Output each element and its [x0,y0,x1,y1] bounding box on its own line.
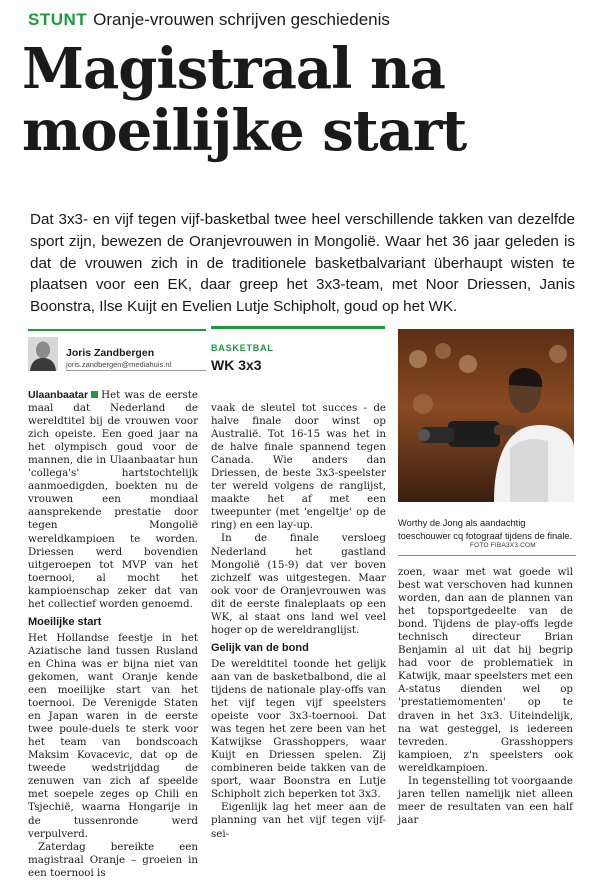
bullet-square-icon [91,391,98,398]
lede-paragraph: Dat 3x3- en vijf tegen vijf-basketbal twee heel verschillende takken van dezelfde sport zijn, bewezen de Oranjevrouwen in Mongolië. Waar het 36 jaar geleden is dat de vrouwen zich in de traditionele basketbalvariant überhaupt wisten te plaatsen voor een EK, daar greep het 3x3-team, met Noor Driessen, Janis Boonstra, Ilse Kuijt en Evelien Lutje Schipholt, goud op het WK. [30,211,575,316]
column-1-paragraph-2: Het Hollandse feestje in het Aziatische land tussen Rusland en China was er bijna niet van gekomen, want Oranje kende een moeilijke start van het toernooi. De Verenigde Staten en Japan waren in de eerste twee poule-duels te sterk voor het team van bondscoach Maksim Kovacevic, dat op de tweede wedstrijddag de zenuwen van zich af speelde met soepele zeges op Chili en Tsjechië, waarna Hongarije in de tussenronde werd verpulverd. [28,631,198,840]
dateline: Ulaanbaatar [28,389,89,401]
column-2-paragraph-2: In de finale versloeg Nederland het gastland Mongolië (15-9) dat ver boven zichzelf was uitgestegen. Maar ook voor de Oranjevrouwen was dit de eerste finaleplaats op een WK, al staat ons land wel veel hoger op de wereldranglijst. [211,532,386,636]
article-column-1 [28,389,198,880]
column-3-paragraph-1: zoen, waar met wat goede wil best wat verschoven had kunnen worden, dan aan de plannen van het topsportgedeelte van de bond. Tijdens de play-offs legde technisch directeur Brian Benjamin al uit dat hij begrip had voor de problematiek in Katwijk, maar speelsters met een A-status dienden wel op 'prestatiemomenten' op te draven in het 3x3. Uiteindelijk, na wat gesteggel, is iedereen tevreden. Grasshoppers kampioen, z'n speelsters ook wereldkampioen. [398,566,573,774]
subheading-moeilijke-start: Moeilijke start [28,615,102,628]
byline-rule [28,329,206,331]
headline-line-2: moeilijke start [22,98,467,164]
subheading-gelijk-van-de-bond: Gelijk van de bond [211,641,309,654]
author-avatar [28,337,58,371]
column-2-paragraph-3: De wereldtitel toonde het gelijk aan van de basketbalbond, die al tijdens de nationale play-offs van het vijf tegen vijf speelsters opeiste voor 3x3-toernooi. Dat was tegen het zere been van het Katwijkse Grasshoppers, waar Kuijt en Driessen spelen. Zij combineren beide takken van de sport, waar Boonstra en Lutje Schipholt zich beperken tot 3x3. [211,657,386,801]
article-column-3 [398,566,573,827]
kicker-tag: STUNT [28,10,88,29]
article-column-2 [211,402,386,841]
column-3-paragraph-2: In tegenstelling tot voorgaande jaren tellen namelijk niet alleen meer de resultaten van een half jaar [398,774,573,826]
kicker [28,10,390,30]
byline [28,329,206,371]
headline-line-1: Magistraal na [22,36,445,102]
kicker-text: Oranje-vrouwen schrijven geschiedenis [93,10,390,29]
headline [22,38,466,162]
photo-credit: FOTO FIBA3X3.COM [470,542,536,549]
article-photo [398,329,574,502]
info-box-title: WK 3x3 [211,357,262,373]
column-1-paragraph-1 [28,389,198,611]
author-name: Joris Zandbergen [66,347,155,359]
info-box [211,326,385,386]
column-2-paragraph-4: Eigenlijk lag het meer aan de planning van het vijf tegen vijf-sei- [211,801,386,840]
info-box-label: BASKETBAL [211,343,274,353]
caption-rule [398,555,576,556]
info-box-rule [211,326,385,329]
column-1-paragraph-3: Zaterdag bereikte een magistraal Oranje – groeien in een toernooi is [28,840,198,879]
byline-underline [66,370,206,371]
photo-caption: Worthy de Jong als aandachtig toeschouwer cq fotograaf tijdens de finale. [398,518,573,541]
column-2-paragraph-1: vaak de sleutel tot succes - de halve finale door winst op Australië. Tot 16-15 was het in de halve finale spannend tegen Canada. Wie anders dan Driessen, de beste 3x3-speelster ter wereld volgens de ranglijst, maakte het af met een tweepunter (met 'engeltje' op de ring) en een lay-up. [211,402,386,532]
column-1-paragraph-1-text: Het was de eerste maal dat Nederland de wereldtitel bij de vrouwen voor zich opeiste. Een goed jaar na het olympisch goud voor de mannen, die in Ulaanbaatar hun 'collega's' hartstochtelijk aanmoedigden, boekten nu de vrouwen een mondiaal aansprekende prestatie door tegen Mongolië wereldkampioen te worden. Driessen werd bovendien uitgeroepen tot MVP van het toernooi, al mocht het kampioenschap zeker dat van het collectief worden genoemd. [28,389,198,610]
author-email[interactable]: joris.zandbergen@mediahuis.nl [66,360,172,369]
